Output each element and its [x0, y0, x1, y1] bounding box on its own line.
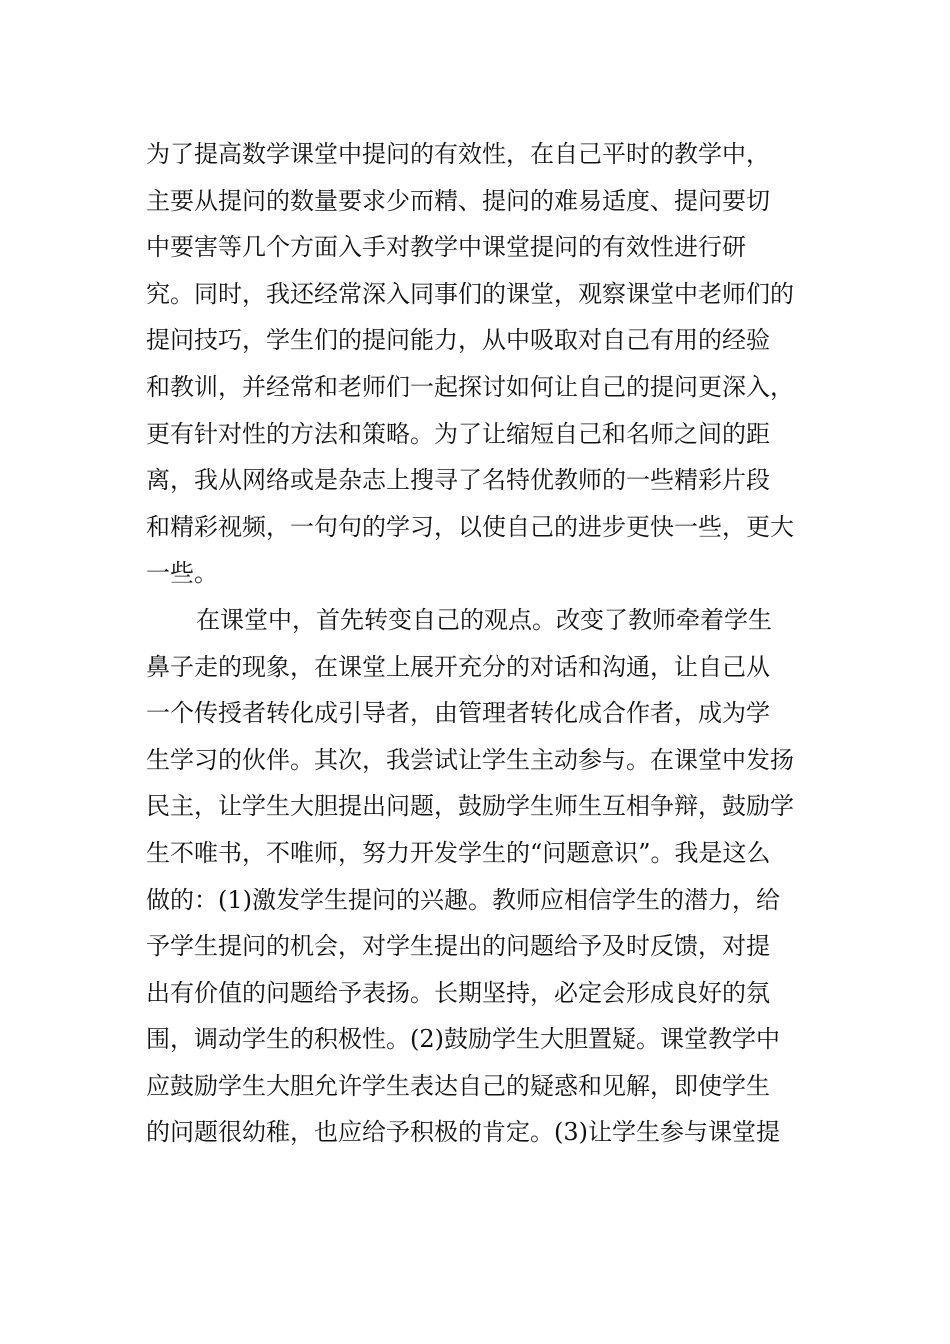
- text-line-4: 究。同时，我还经常深入同事们的课堂，观察课堂中老师们的: [146, 279, 794, 308]
- text-line-10: 一些。: [146, 559, 218, 588]
- text-line-6: 和教训，并经常和老师们一起探讨如何让自己的提问更深入，: [146, 372, 794, 401]
- text-line-14: 生学习的伙伴。其次，我尝试让学生主动参与。在课堂中发扬: [146, 745, 794, 774]
- text-line-9: 和精彩视频，一句句的学习，以使自己的进步更快一些，更大: [146, 512, 794, 541]
- text-line-18: 予学生提问的机会，对学生提出的问题给予及时反馈，对提: [146, 932, 770, 961]
- text-line-2: 主要从提问的数量要求少而精、提问的难易适度、提问要切: [146, 186, 770, 215]
- text-line-22: 的问题很幼稚，也应给予积极的肯定。(3)让学生参与课堂提: [146, 1118, 780, 1147]
- text-line-19: 出有价值的问题给予表扬。长期坚持，必定会形成良好的氛: [146, 978, 770, 1007]
- text-line-13: 一个传授者转化成引导者，由管理者转化成合作者，成为学: [146, 699, 770, 728]
- text-line-3: 中要害等几个方面入手对教学中课堂提问的有效性进行研: [146, 233, 746, 262]
- text-line-17: 做的：(1)激发学生提问的兴趣。教师应相信学生的潜力，给: [146, 885, 780, 914]
- text-line-8: 离，我从网络或是杂志上搜寻了名特优教师的一些精彩片段: [146, 466, 770, 495]
- text-line-21: 应鼓励学生大胆允许学生表达自己的疑惑和见解，即使学生: [146, 1071, 770, 1100]
- text-line-12: 鼻子走的现象，在课堂上展开充分的对话和沟通，让自己从: [146, 652, 770, 681]
- text-line-1: 为了提高数学课堂中提问的有效性，在自己平时的教学中，: [146, 140, 770, 168]
- text-line-5: 提问技巧，学生们的提问能力，从中吸取对自己有用的经验: [146, 326, 770, 355]
- body-text: [146, 131, 826, 1156]
- text-line-15: 民主，让学生大胆提出问题，鼓励学生师生互相争辩，鼓励学: [146, 792, 794, 821]
- text-line-20: 围，调动学生的积极性。(2)鼓励学生大胆置疑。课堂教学中: [146, 1025, 780, 1054]
- text-line-16: 生不唯书，不唯师，努力开发学生的“问题意识”。我是这么: [146, 838, 771, 867]
- paragraph-start-line: 在课堂中，首先转变自己的观点。改变了教师牵着学生: [196, 605, 772, 634]
- text-line-7: 更有针对性的方法和策略。为了让缩短自己和名师之间的距: [146, 419, 770, 448]
